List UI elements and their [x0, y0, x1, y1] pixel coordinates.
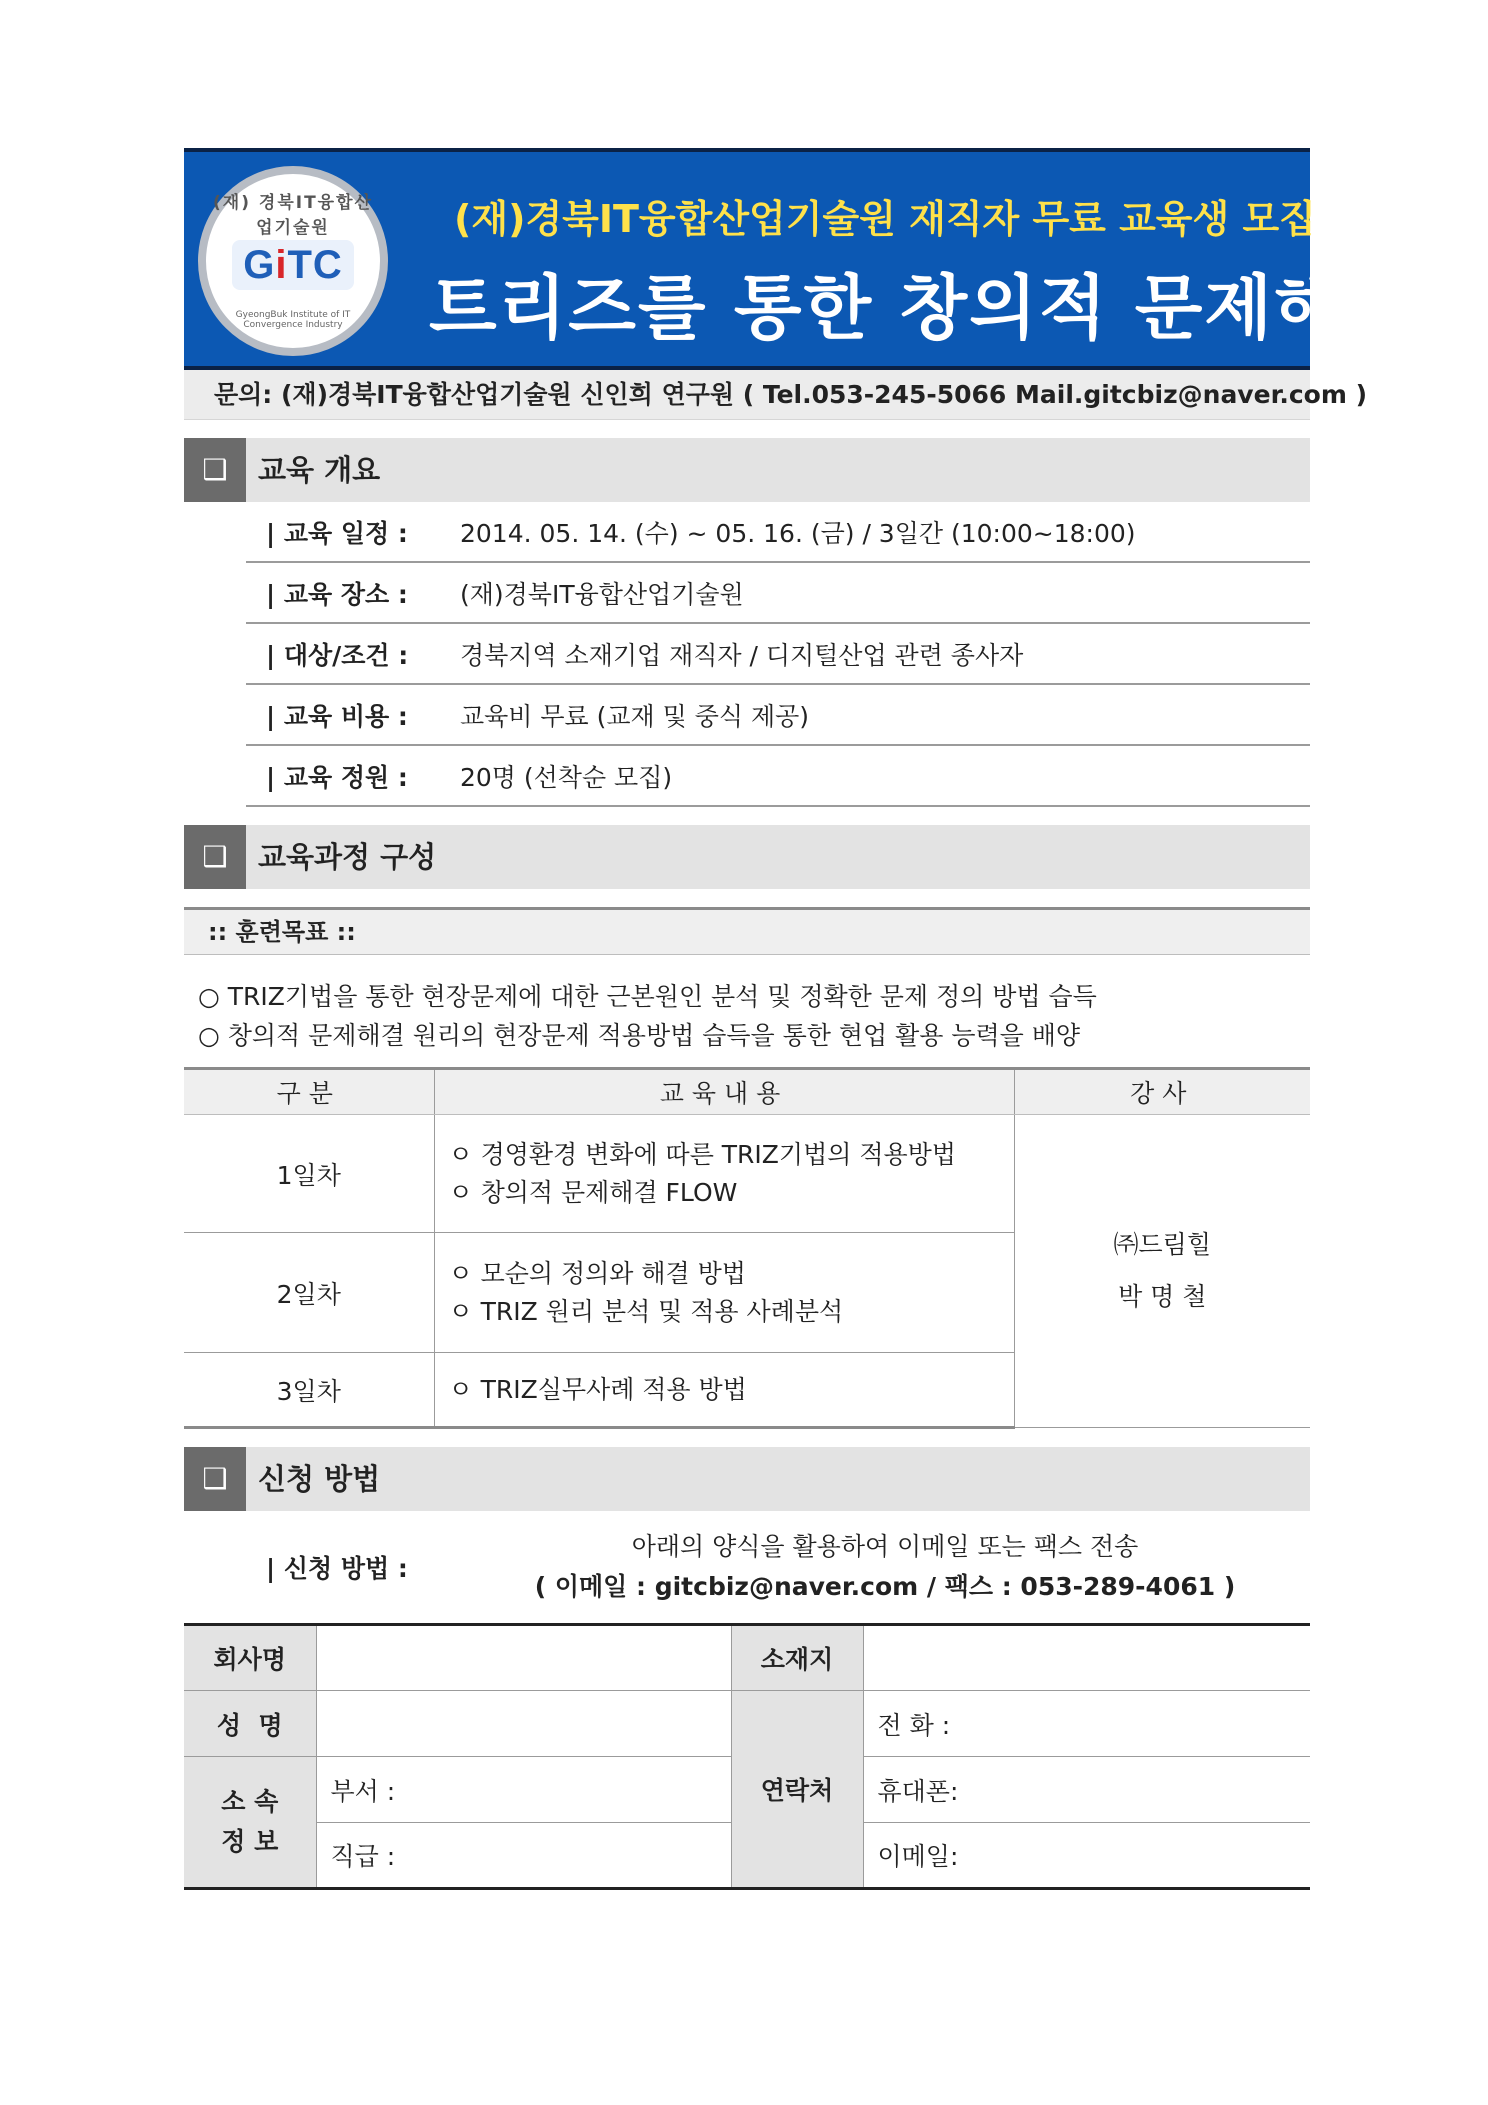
day-cell: 2일차 — [184, 1233, 434, 1353]
day-cell: 3일차 — [184, 1353, 434, 1428]
logo-ring-english: GyeongBuk Institute of IT Convergence Industry — [235, 310, 351, 330]
banner-title: 트리즈를 통한 창의적 문제해결 — [429, 267, 1414, 349]
header-banner — [184, 148, 1414, 370]
logo-mark: GiTC — [232, 240, 354, 290]
goal-item: ○ 창의적 문제해결 원리의 현장문제 적용방법 습득을 통한 현업 활용 능력을 배양 — [198, 1021, 1081, 1050]
location-field[interactable] — [863, 1625, 1310, 1691]
info-value: 2014. 05. 14. (수) ~ 05. 16. (금) / 3일간 (10:00~18:00) — [460, 518, 1136, 548]
curriculum-table — [184, 1067, 1310, 1429]
info-row — [246, 563, 1310, 624]
teacher-cell — [1014, 1115, 1310, 1428]
section-title: 신청 방법 — [246, 1447, 1310, 1511]
info-key: | 교육 장소 : — [266, 579, 408, 609]
apply-line: 아래의 양식을 활용하여 이메일 또는 팩스 전송 — [631, 1532, 1139, 1561]
section-curriculum-header — [184, 825, 1310, 889]
training-goal-title: :: 훈련목표 :: — [184, 907, 1310, 955]
overview-list — [246, 502, 1310, 807]
content-item: ㅇ 모순의 정의와 해결 방법 — [448, 1258, 746, 1288]
info-row — [246, 746, 1310, 807]
mobile-field[interactable]: 휴대폰: — [863, 1757, 1310, 1823]
goal-item: ○ TRIZ기법을 통한 현장문제에 대한 근본원인 분석 및 정확한 문제 정의 방법 습득 — [198, 982, 1097, 1011]
table-row — [184, 1115, 1310, 1233]
section-overview-header — [184, 438, 1310, 502]
apply-value — [460, 1527, 1310, 1607]
checkbox-square-icon: ❑ — [184, 825, 246, 889]
info-row — [246, 624, 1310, 685]
info-key: | 교육 일정 : — [266, 518, 408, 548]
content-item: ㅇ 경영환경 변화에 따른 TRIZ기법의 적용방법 — [448, 1139, 956, 1169]
banner-subtitle: (재)경북IT융합산업기술원 재직자 무료 교육생 모집 — [454, 197, 1316, 241]
checkbox-square-icon: ❑ — [184, 438, 246, 502]
apply-contact-line: ( 이메일 : gitcbiz@naver.com / 팩스 : 053-289-4061 ) — [534, 1572, 1236, 1601]
column-header: 강사 — [1014, 1069, 1310, 1115]
content-cell — [434, 1233, 1014, 1353]
content-cell — [434, 1115, 1014, 1233]
checkbox-square-icon: ❑ — [184, 1447, 246, 1511]
section-title: 교육과정 구성 — [246, 825, 1310, 889]
application-form — [184, 1623, 1310, 1890]
form-label-company: 회사명 — [184, 1625, 316, 1691]
day-cell: 1일차 — [184, 1115, 434, 1233]
logo-ring-text: (재) 경북IT융합산업기술원 — [213, 193, 373, 238]
info-value: 교육비 무료 (교재 및 중식 제공) — [460, 701, 810, 731]
apply-method — [184, 1511, 1310, 1623]
info-row — [246, 685, 1310, 746]
training-goal-list — [184, 955, 1310, 1067]
info-value: 경북지역 소재기업 재직자 / 디지털산업 관련 종사자 — [460, 640, 1024, 670]
info-key: | 교육 정원 : — [266, 762, 408, 792]
info-key: | 교육 비용 : — [266, 701, 408, 731]
department-field[interactable]: 부서 : — [316, 1757, 731, 1823]
section-apply-header — [184, 1447, 1310, 1511]
info-key: | 대상/조건 : — [266, 640, 409, 670]
form-label-affiliation: 소 속 정 보 — [184, 1757, 316, 1889]
position-field[interactable]: 직급 : — [316, 1823, 731, 1889]
form-label-contact: 연락처 — [731, 1691, 863, 1889]
document-page — [184, 148, 1414, 1890]
info-value: (재)경북IT융합산업기술원 — [460, 579, 744, 609]
info-row — [246, 502, 1310, 563]
teacher-name: 박 명 철 — [1118, 1282, 1207, 1311]
form-label-name: 성 명 — [184, 1691, 316, 1757]
content-item: ㅇ TRIZ실무사례 적용 방법 — [448, 1374, 747, 1404]
name-field[interactable] — [316, 1691, 731, 1757]
email-field[interactable]: 이메일: — [863, 1823, 1310, 1889]
company-field[interactable] — [316, 1625, 731, 1691]
apply-key: | 신청 방법 : — [266, 1554, 408, 1583]
section-title: 교육 개요 — [246, 438, 1310, 502]
form-label-location: 소재지 — [731, 1625, 863, 1691]
column-header: 구분 — [184, 1069, 434, 1115]
content-cell — [434, 1353, 1014, 1428]
phone-field[interactable]: 전 화 : — [863, 1691, 1310, 1757]
teacher-company: ㈜드림힐 — [1113, 1230, 1211, 1259]
column-header: 교육내용 — [434, 1069, 1014, 1115]
content-item: ㅇ 창의적 문제해결 FLOW — [448, 1177, 738, 1207]
info-value: 20명 (선착순 모집) — [460, 762, 673, 792]
gitc-logo — [198, 166, 388, 356]
content-item: ㅇ TRIZ 원리 분석 및 적용 사례분석 — [448, 1296, 844, 1326]
contact-line: 문의: (재)경북IT융합산업기술원 신인희 연구원 ( Tel.053-245-5066 Mail.gitcbiz@naver.com ) — [184, 370, 1310, 420]
